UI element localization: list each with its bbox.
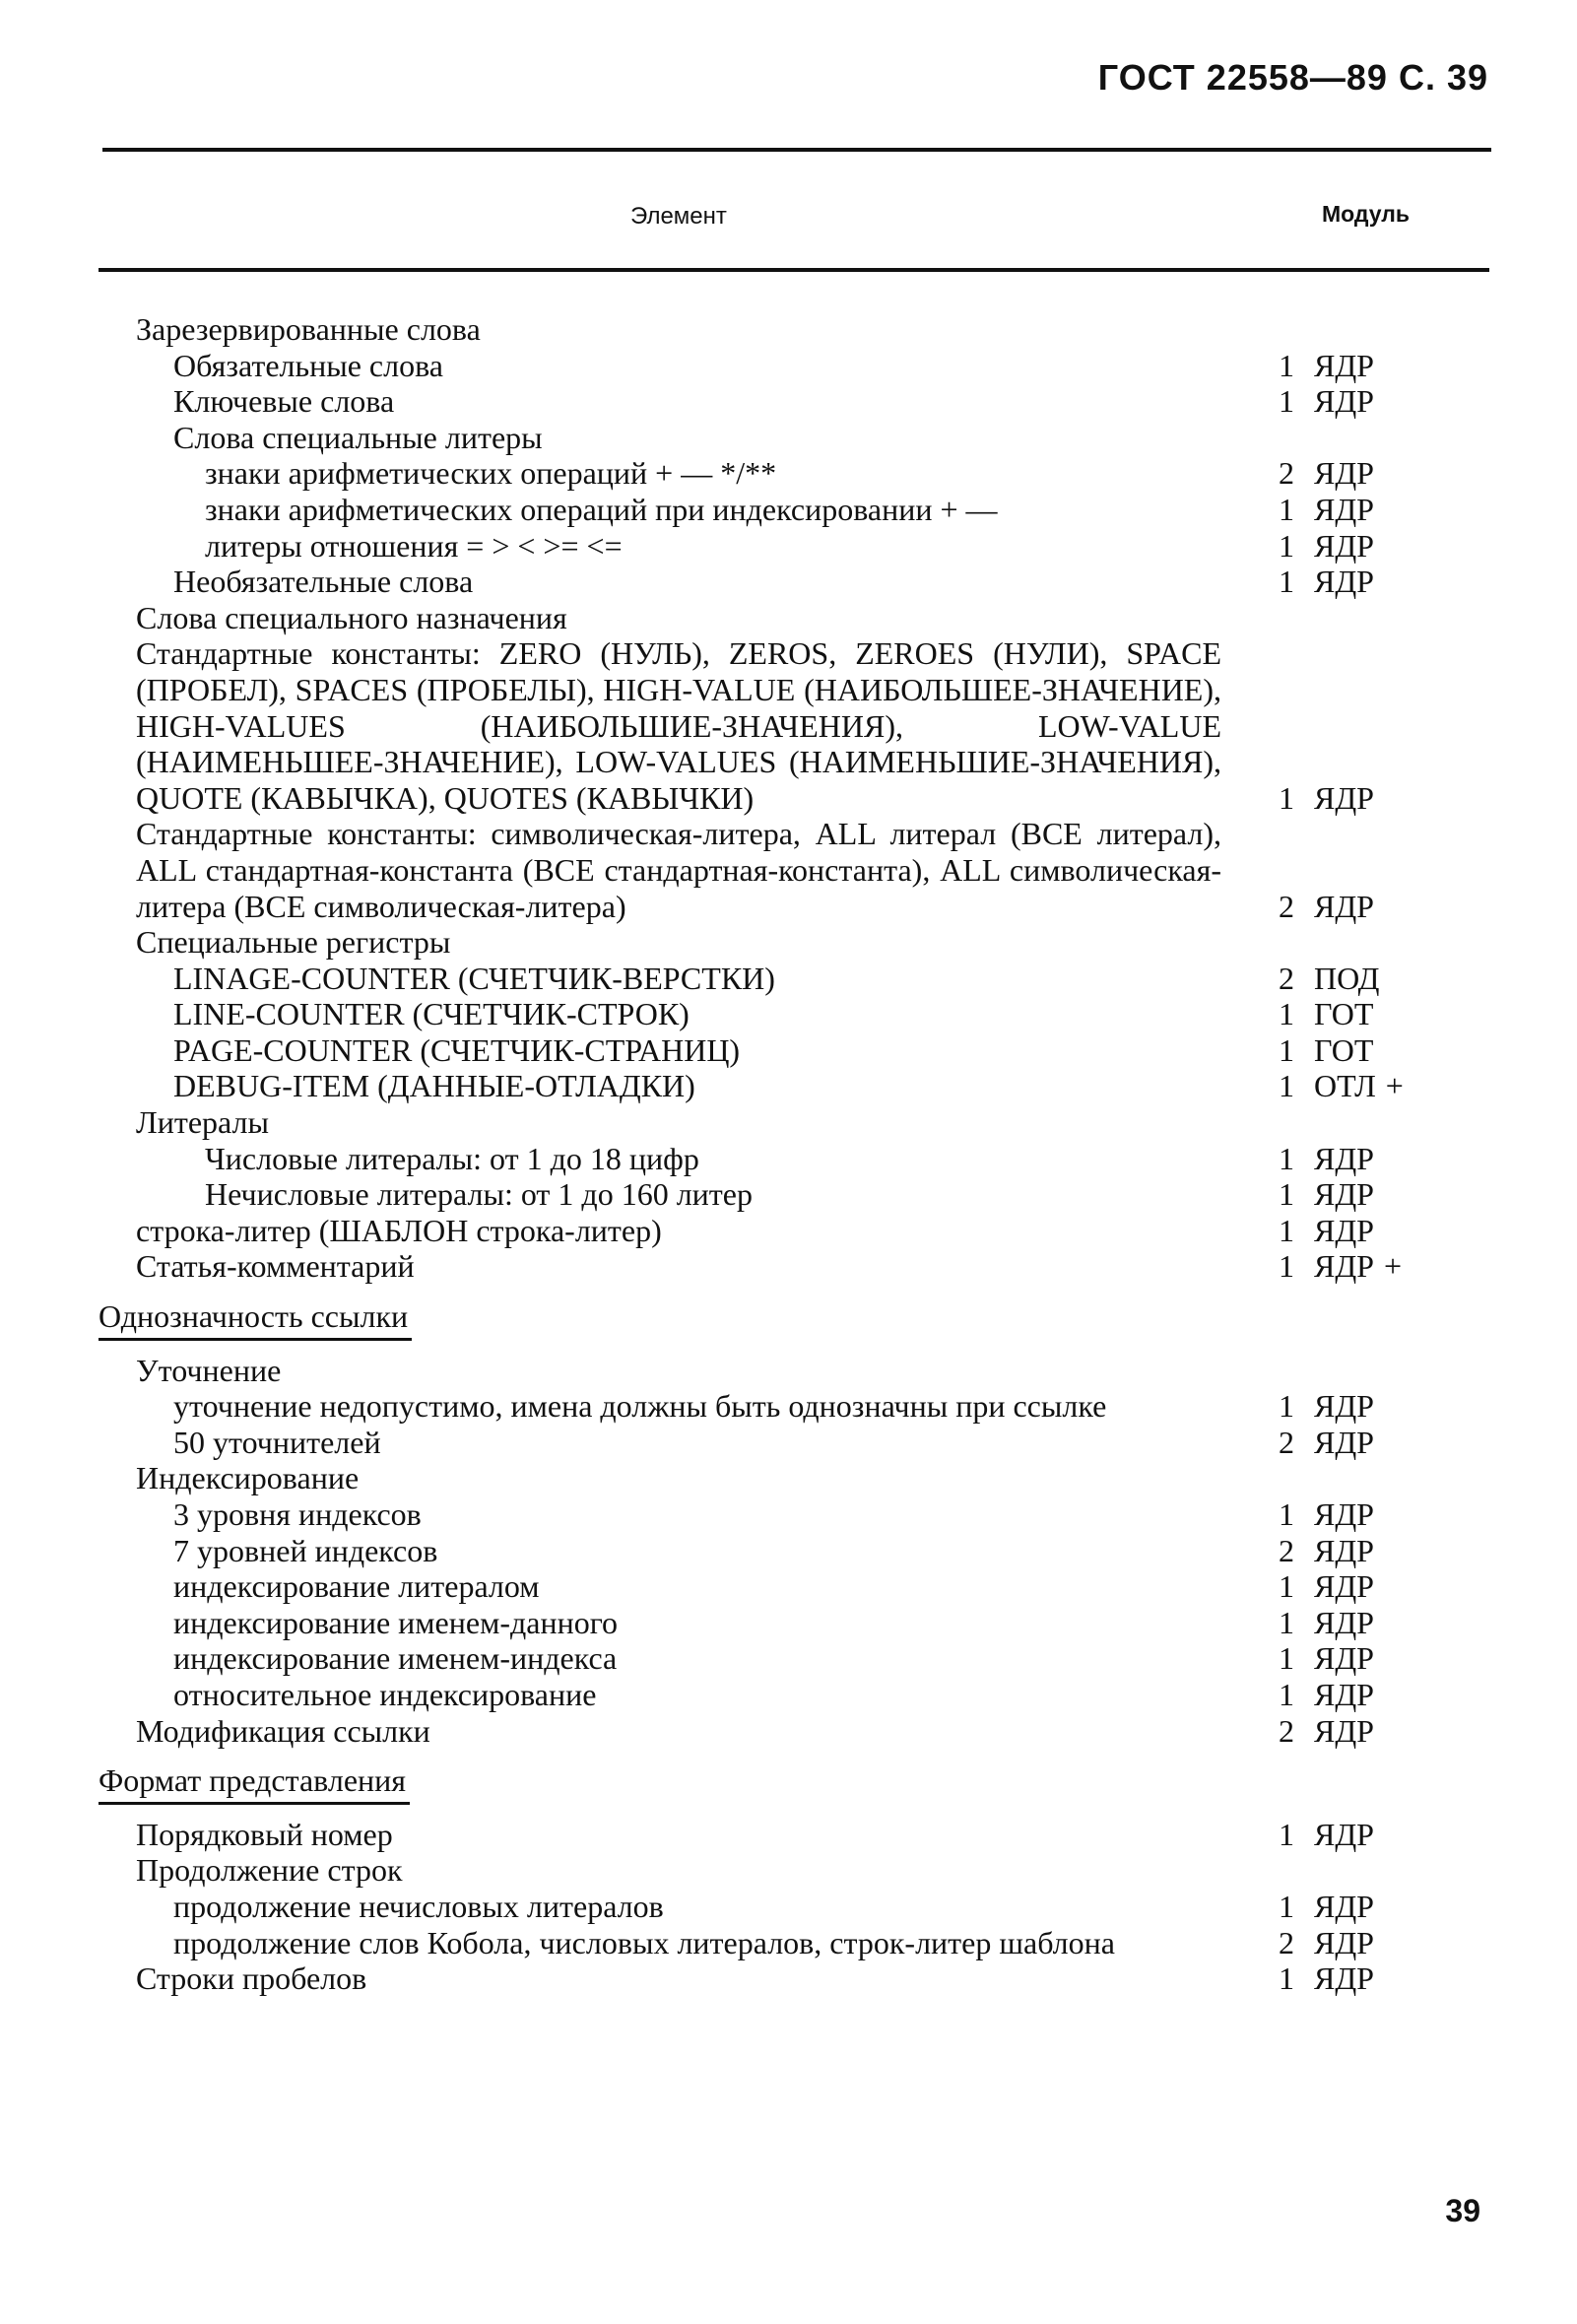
module-level: 1 bbox=[1279, 347, 1294, 383]
module-level: 1 bbox=[1279, 1568, 1294, 1605]
module-cell bbox=[1279, 455, 1374, 492]
table-row bbox=[0, 1640, 1577, 1677]
module-level: 1 bbox=[1279, 1888, 1294, 1924]
module-cell bbox=[1279, 348, 1374, 384]
element-text: знаки арифметических операций + — */** bbox=[205, 455, 777, 492]
module-name: ЯДР bbox=[1314, 1676, 1374, 1712]
page-number: 39 bbox=[1445, 2193, 1480, 2228]
column-header-module: Модуль bbox=[1322, 201, 1411, 227]
module-level: 1 bbox=[1279, 1248, 1294, 1285]
module-level: 1 bbox=[1279, 1960, 1294, 1997]
module-cell bbox=[1279, 961, 1379, 997]
module-level: 1 bbox=[1279, 1640, 1294, 1677]
module-name: ЯДР bbox=[1314, 1604, 1374, 1640]
table-row bbox=[0, 1889, 1577, 1925]
module-level: 2 bbox=[1279, 455, 1294, 492]
element-text: DEBUG-ITEM (ДАННЫЕ-ОТЛАДКИ) bbox=[173, 1068, 695, 1104]
module-level: 2 bbox=[1279, 1532, 1294, 1568]
module-level: 1 bbox=[1279, 779, 1294, 816]
element-text: Уточнение bbox=[136, 1352, 282, 1388]
table-row bbox=[0, 1677, 1577, 1713]
module-level: 1 bbox=[1279, 491, 1294, 527]
module-name: ЯДР bbox=[1314, 1960, 1374, 1997]
element-text: индексирование именем-индекса bbox=[173, 1640, 618, 1677]
module-cell bbox=[1279, 1713, 1374, 1750]
element-text: Порядковый номер bbox=[136, 1816, 393, 1852]
table-row bbox=[0, 492, 1577, 528]
module-cell bbox=[1279, 1640, 1374, 1677]
module-cell bbox=[1279, 1889, 1374, 1925]
module-cell bbox=[1279, 1677, 1374, 1713]
module-name: ЯДР bbox=[1314, 1532, 1374, 1568]
module-cell bbox=[1279, 1388, 1374, 1425]
table-row bbox=[0, 924, 1577, 961]
table-row bbox=[0, 1104, 1577, 1141]
module-name: ЯДР bbox=[1314, 1568, 1374, 1605]
table-row bbox=[0, 1388, 1577, 1425]
table-row bbox=[0, 961, 1577, 997]
module-name: ЯДР bbox=[1314, 1140, 1374, 1176]
module-cell bbox=[1279, 1605, 1374, 1641]
module-name: ЯДР bbox=[1314, 1924, 1374, 1960]
table-row bbox=[0, 1248, 1577, 1285]
module-level: 1 bbox=[1279, 996, 1294, 1032]
module-name: ЯДР bbox=[1314, 347, 1374, 383]
table-row bbox=[0, 1925, 1577, 1961]
table-row bbox=[0, 1568, 1577, 1605]
plus-mark: + bbox=[1383, 1248, 1403, 1285]
table-row bbox=[0, 1176, 1577, 1213]
element-text: Литералы bbox=[136, 1104, 269, 1141]
element-text: Стандартные константы: символическая-литера, ALL литерал (ВСЕ литерал), ALL стандартная-константа (ВСЕ стандартная-константа), ALL символическая-литера (ВСЕ символическая-литера) bbox=[136, 816, 1221, 924]
module-cell bbox=[1279, 1248, 1402, 1285]
module-name: ЯДР bbox=[1314, 1212, 1374, 1248]
module-name: ЯДР bbox=[1314, 1640, 1374, 1677]
module-name: ЯДР bbox=[1314, 1424, 1374, 1460]
element-text: Слова специального назначения bbox=[136, 599, 567, 635]
table-row bbox=[0, 1213, 1577, 1249]
table-row bbox=[0, 348, 1577, 384]
element-text: Числовые литералы: от 1 до 18 цифр bbox=[205, 1140, 699, 1176]
module-name: ЯДР bbox=[1314, 1248, 1374, 1285]
module-name: ПОД bbox=[1314, 960, 1380, 996]
module-level: 1 bbox=[1279, 1068, 1294, 1104]
module-level: 1 bbox=[1279, 1176, 1294, 1213]
module-cell bbox=[1279, 1032, 1373, 1069]
element-text: Необязательные слова bbox=[173, 564, 474, 600]
module-name: ЯДР bbox=[1314, 779, 1374, 816]
module-cell bbox=[1279, 996, 1373, 1032]
table-row bbox=[0, 600, 1577, 636]
module-level: 1 bbox=[1279, 1676, 1294, 1712]
module-level: 1 bbox=[1279, 564, 1294, 600]
element-text: Зарезервированные слова bbox=[136, 311, 481, 347]
module-name: ЯДР bbox=[1314, 1888, 1374, 1924]
table-row bbox=[0, 1713, 1577, 1750]
module-level: 1 bbox=[1279, 1604, 1294, 1640]
module-level: 2 bbox=[1279, 960, 1294, 996]
section-heading: Формат представления bbox=[99, 1762, 410, 1805]
table-row bbox=[0, 383, 1577, 420]
section-heading-row bbox=[0, 1285, 1577, 1341]
module-cell bbox=[1279, 564, 1374, 600]
module-level: 1 bbox=[1279, 1816, 1294, 1852]
element-text: Модификация ссылки bbox=[136, 1712, 430, 1749]
element-text: относительное индексирование bbox=[173, 1676, 597, 1712]
element-text: индексирование именем-данного bbox=[173, 1604, 619, 1640]
element-text: Нечисловые литералы: от 1 до 160 литер bbox=[205, 1176, 753, 1213]
section-heading-row bbox=[0, 1749, 1577, 1805]
element-text: LINAGE-COUNTER (СЧЕТЧИК-ВЕРСТКИ) bbox=[173, 960, 775, 996]
module-cell bbox=[1279, 1141, 1374, 1177]
element-text: PAGE-COUNTER (СЧЕТЧИК-СТРАНИЦ) bbox=[173, 1031, 741, 1068]
element-text: Ключевые слова bbox=[173, 383, 395, 420]
table-body bbox=[0, 311, 1577, 1997]
element-text: знаки арифметических операций при индексировании + — bbox=[205, 491, 998, 527]
element-text: литеры отношения = > < >= <= bbox=[205, 527, 623, 564]
module-name: ЯДР bbox=[1314, 1816, 1374, 1852]
module-name: ЯДР bbox=[1314, 1176, 1374, 1213]
table-row bbox=[0, 1817, 1577, 1853]
module-name: ЯДР bbox=[1314, 527, 1374, 564]
element-text: продолжение нечисловых литералов bbox=[173, 1888, 664, 1924]
module-cell bbox=[1279, 1925, 1374, 1961]
module-cell bbox=[1279, 1568, 1374, 1605]
module-name: ГОТ bbox=[1314, 1031, 1374, 1068]
table-row bbox=[0, 311, 1577, 348]
element-text: 3 уровня индексов bbox=[173, 1496, 422, 1532]
module-level: 1 bbox=[1279, 527, 1294, 564]
element-text: продолжение слов Кобола, числовых литералов, строк-литер шаблона bbox=[173, 1924, 1115, 1960]
table-row bbox=[0, 816, 1577, 924]
page-header: ГОСТ 22558—89 С. 39 bbox=[1097, 57, 1488, 98]
module-name: ЯДР bbox=[1314, 1388, 1374, 1425]
table-row bbox=[0, 1533, 1577, 1569]
table-row bbox=[0, 420, 1577, 456]
table-row bbox=[0, 635, 1577, 816]
table-row bbox=[0, 1460, 1577, 1496]
module-level: 1 bbox=[1279, 1388, 1294, 1425]
table-row bbox=[0, 1032, 1577, 1069]
table-row bbox=[0, 1605, 1577, 1641]
module-name: ЯДР bbox=[1314, 564, 1374, 600]
element-text: 7 уровней индексов bbox=[173, 1532, 438, 1568]
module-name: ЯДР bbox=[1314, 383, 1374, 420]
module-cell bbox=[1279, 1533, 1374, 1569]
element-text: индексирование литералом bbox=[173, 1568, 540, 1605]
table-row bbox=[0, 996, 1577, 1032]
header-rule bbox=[99, 268, 1489, 272]
table-row bbox=[0, 1852, 1577, 1889]
module-cell bbox=[1279, 780, 1374, 817]
plus-mark: + bbox=[1385, 1068, 1404, 1104]
module-name: ЯДР bbox=[1314, 491, 1374, 527]
element-text: уточнение недопустимо, имена должны быть однозначны при ссылке bbox=[173, 1388, 1107, 1425]
module-level: 1 bbox=[1279, 1140, 1294, 1176]
module-level: 1 bbox=[1279, 1212, 1294, 1248]
module-cell bbox=[1279, 383, 1374, 420]
module-name: ЯДР bbox=[1314, 1712, 1374, 1749]
module-level: 1 bbox=[1279, 1031, 1294, 1068]
element-text: Стандартные константы: ZERO (НУЛЬ), ZEROS, ZEROES (НУЛИ), SPACE (ПРОБЕЛ), SPACES (ПРОБЕЛЫ), HIGH-VALUE (НАИБОЛЬШЕЕ-ЗНАЧЕНИЕ), HIGH-VALUES (НАИБОЛЬШИЕ-ЗНАЧЕНИЯ), LOW-VALUE (НАИМЕНЬШЕЕ-ЗНАЧЕНИЕ), LOW-VALUES (НАИМЕНЬШИЕ-ЗНАЧЕНИЯ), QUOTE (КАВЫЧКА), QUOTES (КАВЫЧКИ) bbox=[136, 635, 1221, 816]
top-rule bbox=[102, 148, 1491, 152]
module-name: ЯДР bbox=[1314, 455, 1374, 492]
element-text: Слова специальные литеры bbox=[173, 419, 543, 455]
table-row bbox=[0, 1068, 1577, 1104]
table-row bbox=[0, 528, 1577, 564]
module-level: 2 bbox=[1279, 1712, 1294, 1749]
element-text: Специальные регистры bbox=[136, 924, 451, 961]
table-row bbox=[0, 1425, 1577, 1461]
element-text: Статья-комментарий bbox=[136, 1248, 415, 1285]
module-cell bbox=[1279, 1176, 1374, 1213]
module-name: ГОТ bbox=[1314, 996, 1374, 1032]
module-cell bbox=[1279, 1960, 1374, 1997]
module-level: 1 bbox=[1279, 1496, 1294, 1532]
module-level: 2 bbox=[1279, 1924, 1294, 1960]
module-level: 2 bbox=[1279, 1424, 1294, 1460]
table-row bbox=[0, 1960, 1577, 1997]
module-cell bbox=[1279, 889, 1374, 925]
module-cell bbox=[1279, 1496, 1374, 1533]
table-row bbox=[0, 1141, 1577, 1177]
table-row bbox=[0, 1353, 1577, 1389]
element-text: 50 уточнителей bbox=[173, 1424, 381, 1460]
module-cell bbox=[1279, 1817, 1374, 1853]
element-text: Индексирование bbox=[136, 1460, 360, 1496]
element-text: строка-литер (ШАБЛОН строка-литер) bbox=[136, 1212, 662, 1248]
module-cell bbox=[1279, 492, 1374, 528]
module-cell bbox=[1279, 528, 1374, 564]
element-text: Строки пробелов bbox=[136, 1960, 367, 1997]
element-text: Обязательные слова bbox=[173, 347, 443, 383]
column-header-element: Элемент bbox=[630, 203, 727, 230]
module-cell bbox=[1279, 1425, 1374, 1461]
element-text: Продолжение строк bbox=[136, 1852, 403, 1889]
module-cell bbox=[1279, 1068, 1404, 1104]
module-level: 1 bbox=[1279, 383, 1294, 420]
module-name: ЯДР bbox=[1314, 1496, 1374, 1532]
section-heading: Однозначность ссылки bbox=[99, 1298, 412, 1341]
module-name: ЯДР bbox=[1314, 888, 1374, 924]
module-name: ОТЛ bbox=[1314, 1068, 1376, 1104]
table-row bbox=[0, 1496, 1577, 1533]
table-row bbox=[0, 564, 1577, 600]
table-row bbox=[0, 455, 1577, 492]
module-level: 2 bbox=[1279, 888, 1294, 924]
element-text: LINE-COUNTER (СЧЕТЧИК-СТРОК) bbox=[173, 996, 690, 1032]
module-cell bbox=[1279, 1213, 1374, 1249]
